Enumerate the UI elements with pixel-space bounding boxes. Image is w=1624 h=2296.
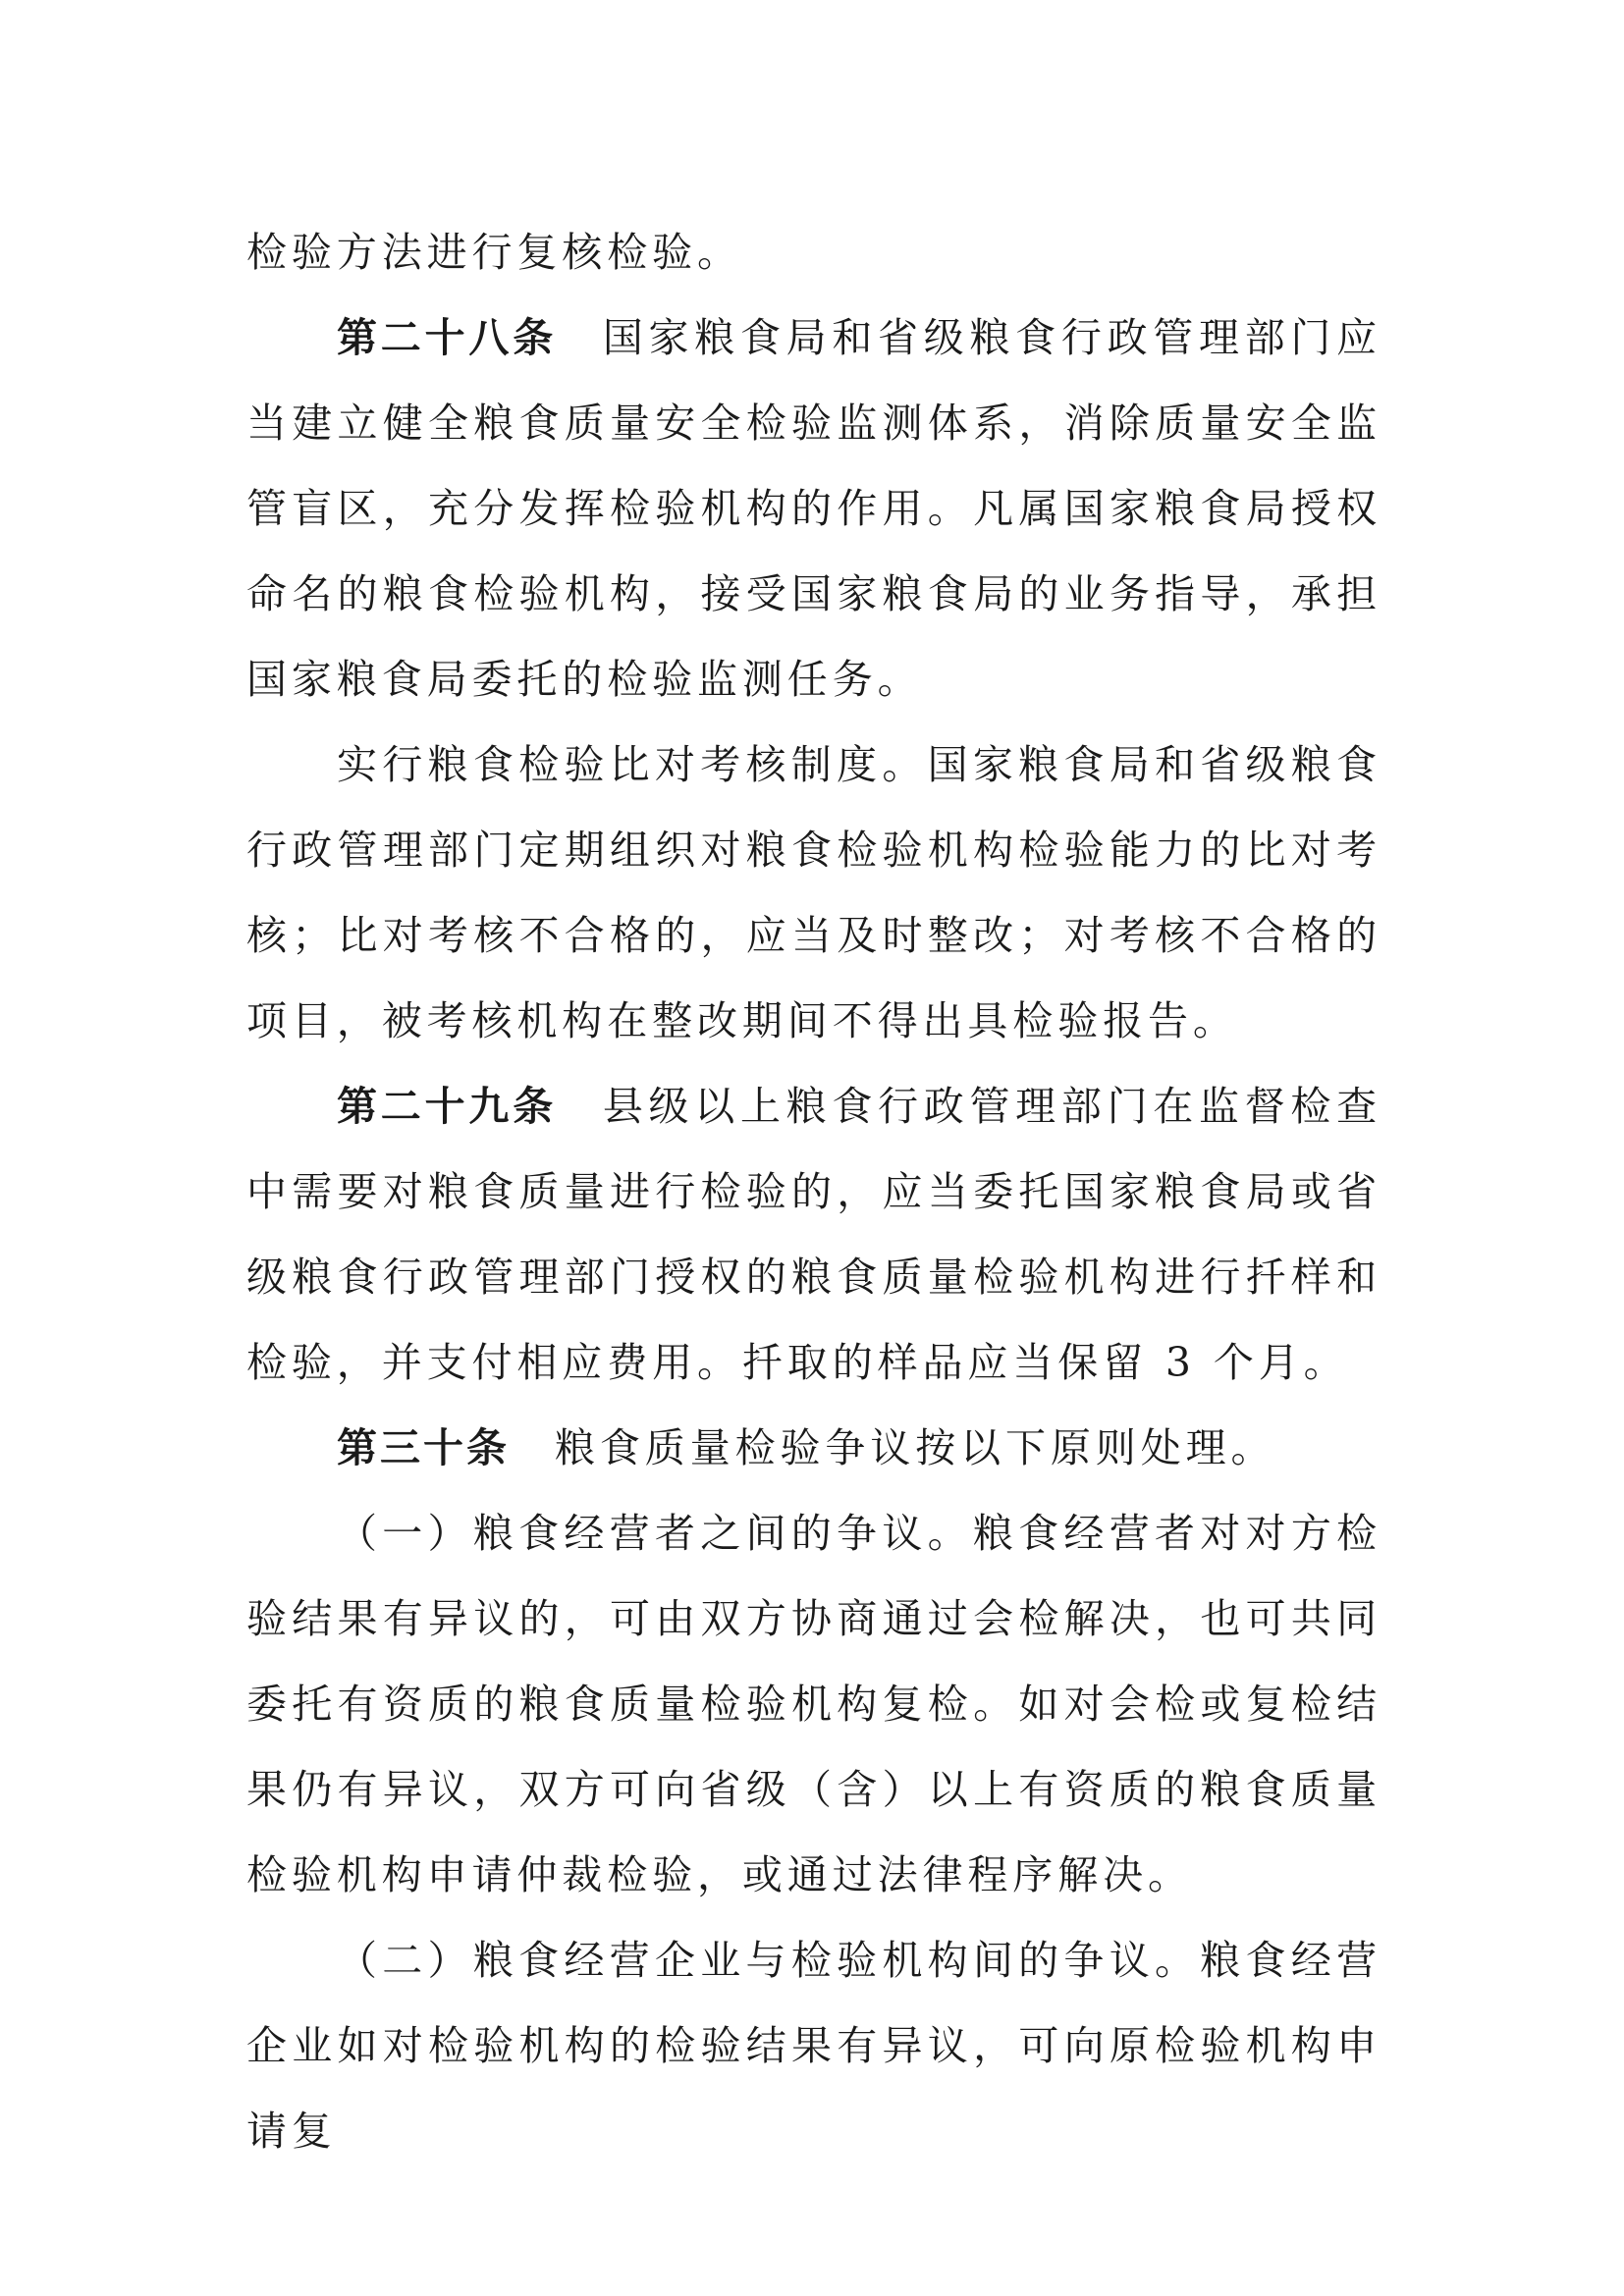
article-heading: 第二十八条 — [337, 314, 558, 361]
paragraph-text: 检验方法进行复核检验。 — [246, 229, 742, 276]
paragraph-text: （一）粮食经营者之间的争议。粮食经营者对对方检验结果有异议的，可由双方协商通过会检解决，也可共同委托有资质的粮食质量检验机构复检。如对会检或复检结果仍有异议，双方可向省级（含）以上有资质的粮食质量检验机构申请仲裁检验，或通过法律程序解决。 — [246, 1510, 1381, 1898]
paragraph-continuation — [246, 210, 1381, 295]
article-heading: 第三十条 — [337, 1424, 510, 1471]
paragraph-text: （二）粮食经营企业与检验机构间的争议。粮食经营企业如对检验机构的检验结果有异议，可向原检验机构申请复 — [246, 1937, 1381, 2155]
article-29 — [246, 1064, 1381, 1406]
document-body — [246, 210, 1381, 2174]
article-30 — [246, 1406, 1381, 1491]
paragraph-text: 国家粮食局和省级粮食行政管理部门应当建立健全粮食质量安全检验监测体系，消除质量安全监管盲区，充分发挥检验机构的作用。凡属国家粮食局授权命名的粮食检验机构，接受国家粮食局的业务指导，承担国家粮食局委托的检验监测任务。 — [246, 314, 1381, 703]
item-1-dispute-between-operators — [246, 1491, 1381, 1918]
paragraph-text: 粮食质量检验争议按以下原则处理。 — [555, 1424, 1276, 1471]
paragraph-text: 县级以上粮食行政管理部门在监督检查中需要对粮食质量进行检验的，应当委托国家粮食局或省级粮食行政管理部门授权的粮食质量检验机构进行扦样和检验，并支付相应费用。扦取的样品应当保留 3 个月。 — [246, 1083, 1381, 1386]
article-heading: 第二十九条 — [337, 1083, 558, 1130]
paragraph-comparison-assessment — [246, 722, 1381, 1064]
item-2-dispute-with-inspection-agency — [246, 1918, 1381, 2174]
paragraph-text: 实行粮食检验比对考核制度。国家粮食局和省级粮食行政管理部门定期组织对粮食检验机构检验能力的比对考核；比对考核不合格的，应当及时整改；对考核不合格的项目，被考核机构在整改期间不得出具检验报告。 — [246, 741, 1381, 1044]
article-28 — [246, 295, 1381, 722]
